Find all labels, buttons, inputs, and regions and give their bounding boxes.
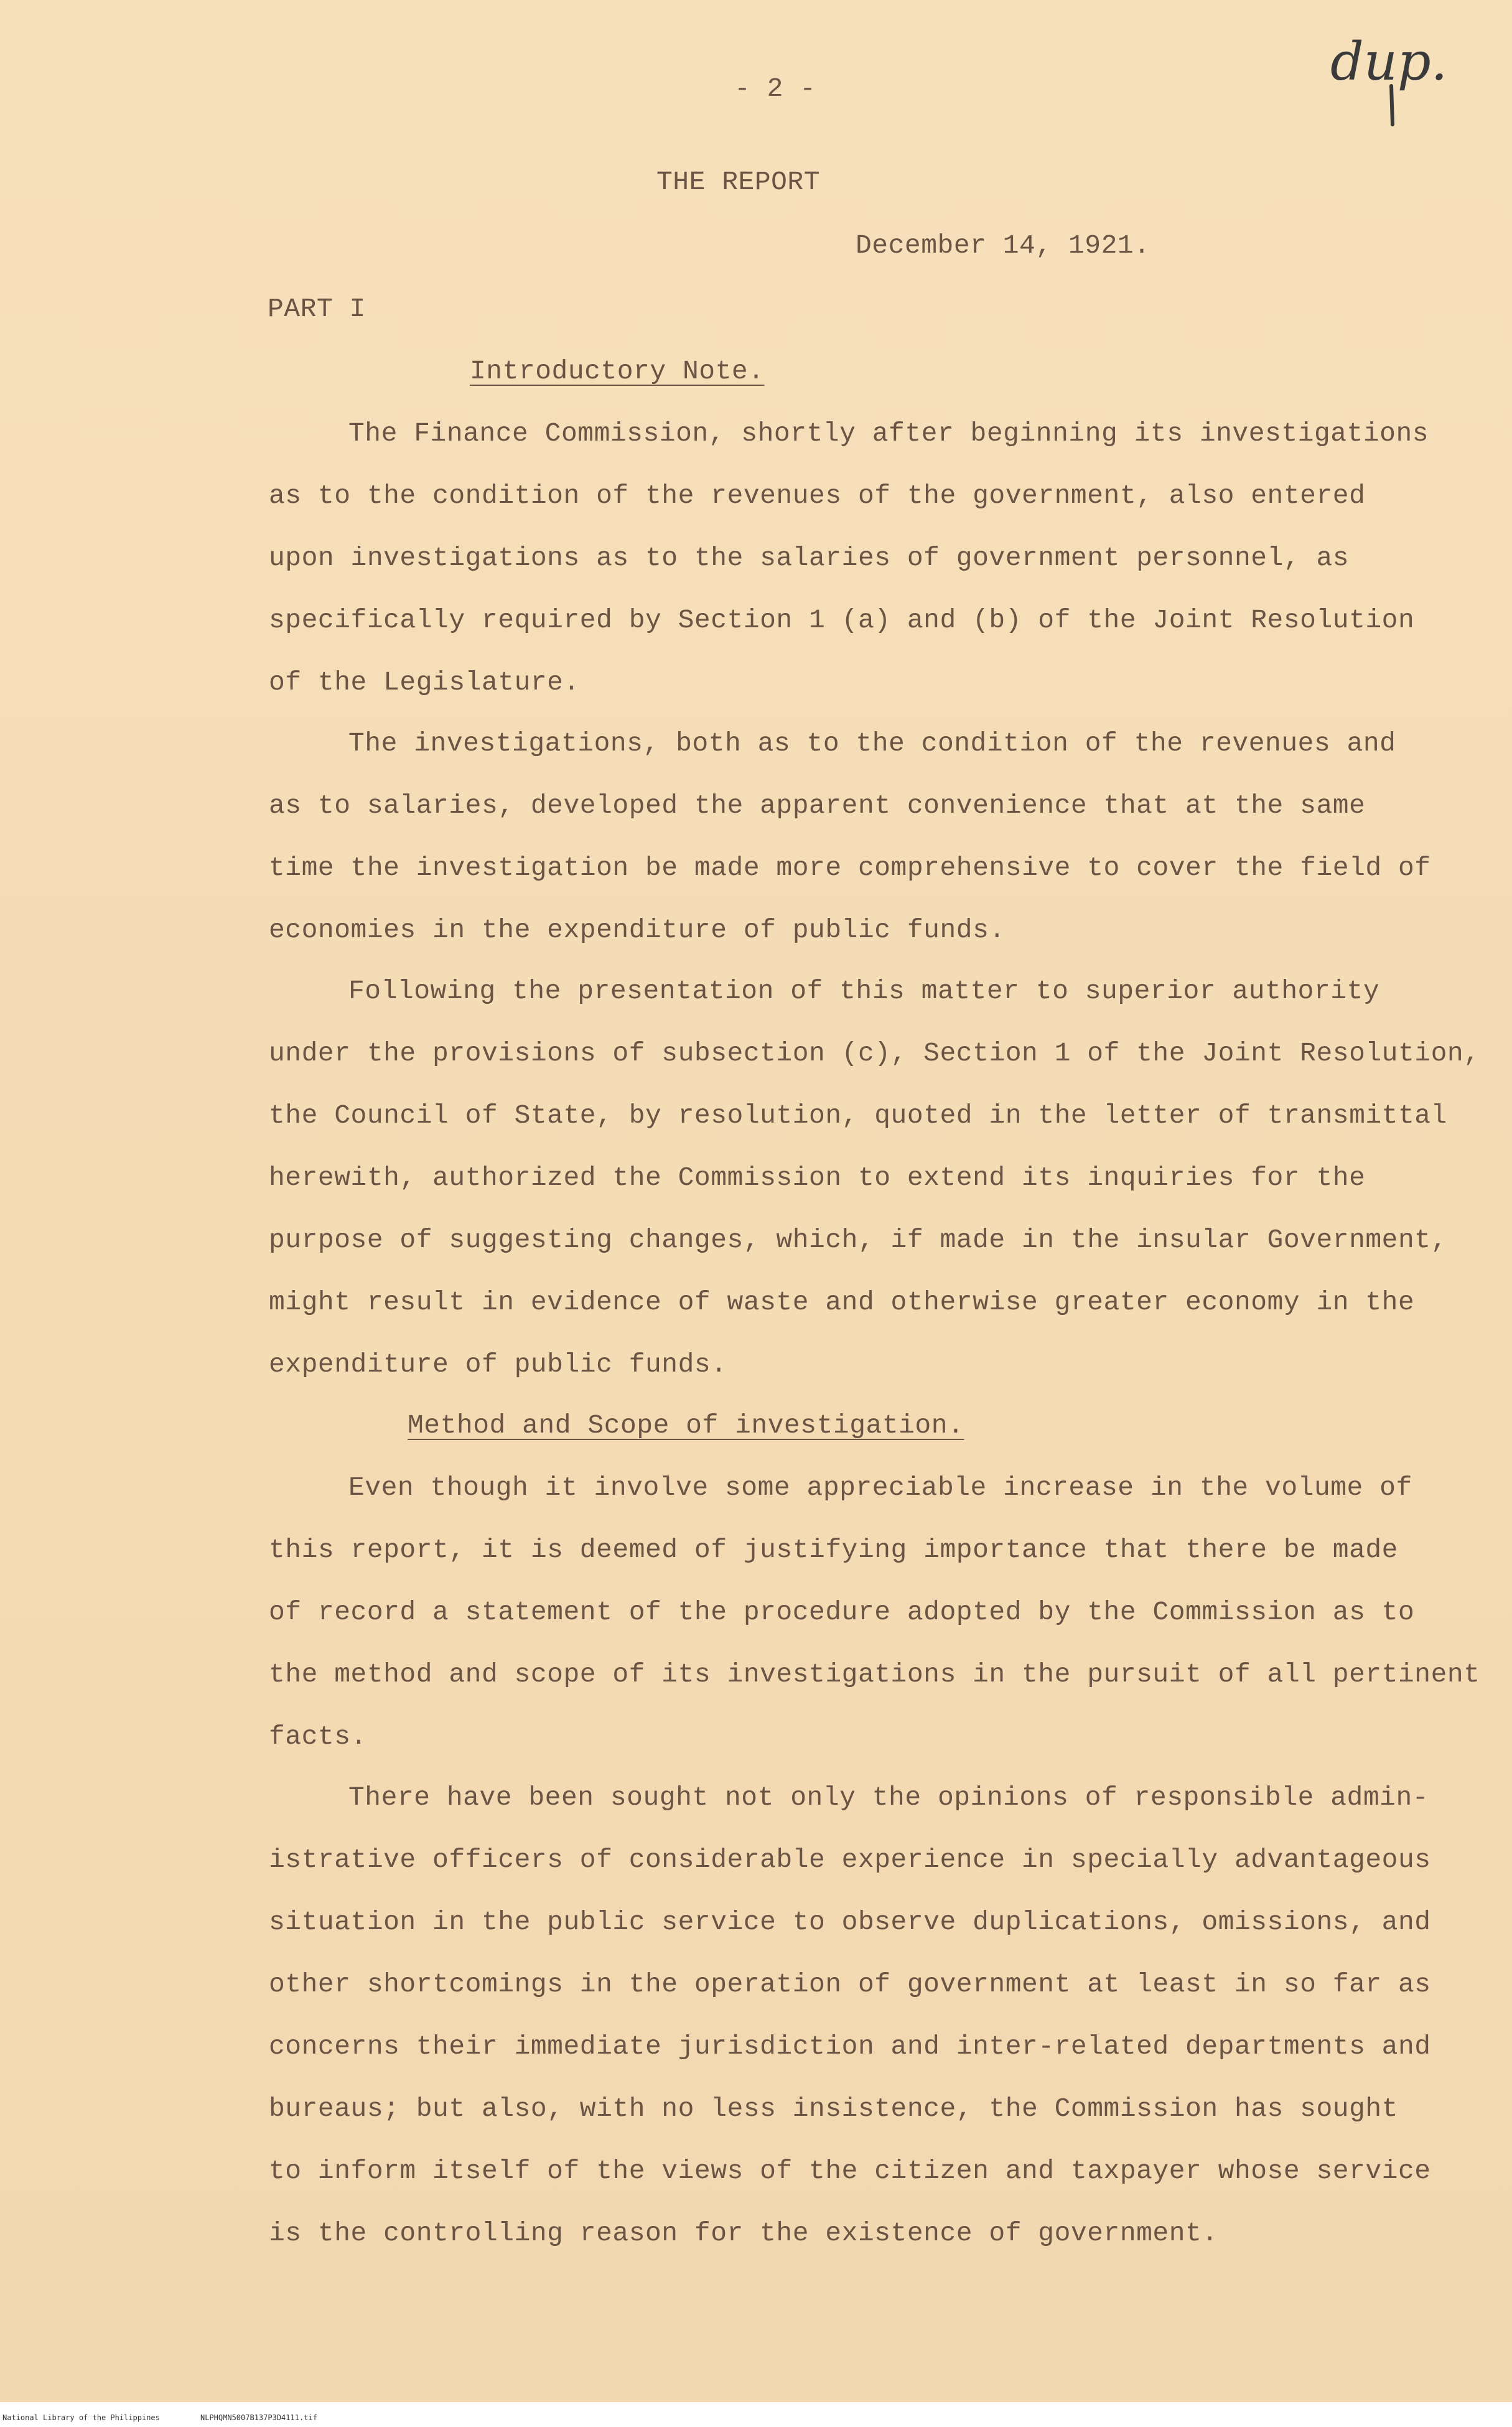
body-line: as to the condition of the revenues of the government, also entered (269, 480, 1366, 511)
body-line: might result in evidence of waste and otherwise greater economy in the (269, 1287, 1415, 1317)
body-line: under the provisions of subsection (c), Section 1 of the Joint Resolution, (269, 1038, 1480, 1069)
body-line: istrative officers of considerable experience in specially advantageous (269, 1845, 1431, 1875)
footer-file: NLPHQMN5007B137P3D4111.tif (200, 2413, 317, 2422)
method-heading: Method and Scope of investigation. (408, 1410, 964, 1441)
intro-heading: Introductory Note. (470, 356, 765, 386)
handwritten-dup-mark (1324, 25, 1449, 131)
report-date: December 14, 1921. (856, 230, 1150, 261)
handwritten-annotation (1324, 25, 1449, 131)
page-number: - 2 - (734, 73, 816, 104)
body-line: facts. (269, 1721, 367, 1752)
body-line: economies in the expenditure of public funds. (269, 915, 1006, 945)
body-line: There have been sought not only the opinions of responsible admin- (348, 1782, 1429, 1813)
body-line: of the Legislature. (269, 667, 580, 698)
body-line: is the controlling reason for the existence of government. (269, 2218, 1218, 2248)
body-line: Following the presentation of this matter to superior authority (348, 976, 1380, 1006)
body-line: expenditure of public funds. (269, 1349, 727, 1380)
report-title: THE REPORT (656, 167, 821, 197)
body-line: the method and scope of its investigations in the pursuit of all pertinent (269, 1659, 1480, 1690)
body-line: upon investigations as to the salaries of government personnel, as (269, 543, 1350, 573)
body-line: specifically required by Section 1 (a) and (b) of the Joint Resolution (269, 605, 1415, 635)
body-line: herewith, authorized the Commission to extend its inquiries for the (269, 1162, 1366, 1193)
body-line: Even though it involve some appreciable increase in the volume of (348, 1472, 1412, 1503)
body-line: the Council of State, by resolution, quoted in the letter of transmittal (269, 1100, 1447, 1131)
body-line: to inform itself of the views of the citizen and taxpayer whose service (269, 2156, 1431, 2186)
body-line: time the investigation be made more comprehensive to cover the field of (269, 853, 1431, 883)
body-line: purpose of suggesting changes, which, if made in the insular Government, (269, 1225, 1447, 1255)
body-line: of record a statement of the procedure adopted by the Commission as to (269, 1597, 1415, 1627)
body-line: concerns their immediate jurisdiction and inter-related departments and (269, 2031, 1431, 2062)
footer-source: National Library of the Philippines (2, 2413, 160, 2422)
body-line: this report, it is deemed of justifying importance that there be made (269, 1535, 1398, 1565)
body-line: The Finance Commission, shortly after beginning its investigations (348, 418, 1429, 449)
body-line: other shortcomings in the operation of government at least in so far as (269, 1969, 1431, 1999)
handwritten-dup-text: dup. (1330, 31, 1448, 92)
body-line: bureaus; but also, with no less insistence, the Commission has sought (269, 2093, 1398, 2124)
body-line: situation in the public service to observe duplications, omissions, and (269, 1907, 1431, 1937)
body-line: as to salaries, developed the apparent convenience that at the same (269, 790, 1366, 821)
part-heading: PART I (268, 294, 366, 324)
body-line: The investigations, both as to the condition of the revenues and (348, 728, 1396, 759)
